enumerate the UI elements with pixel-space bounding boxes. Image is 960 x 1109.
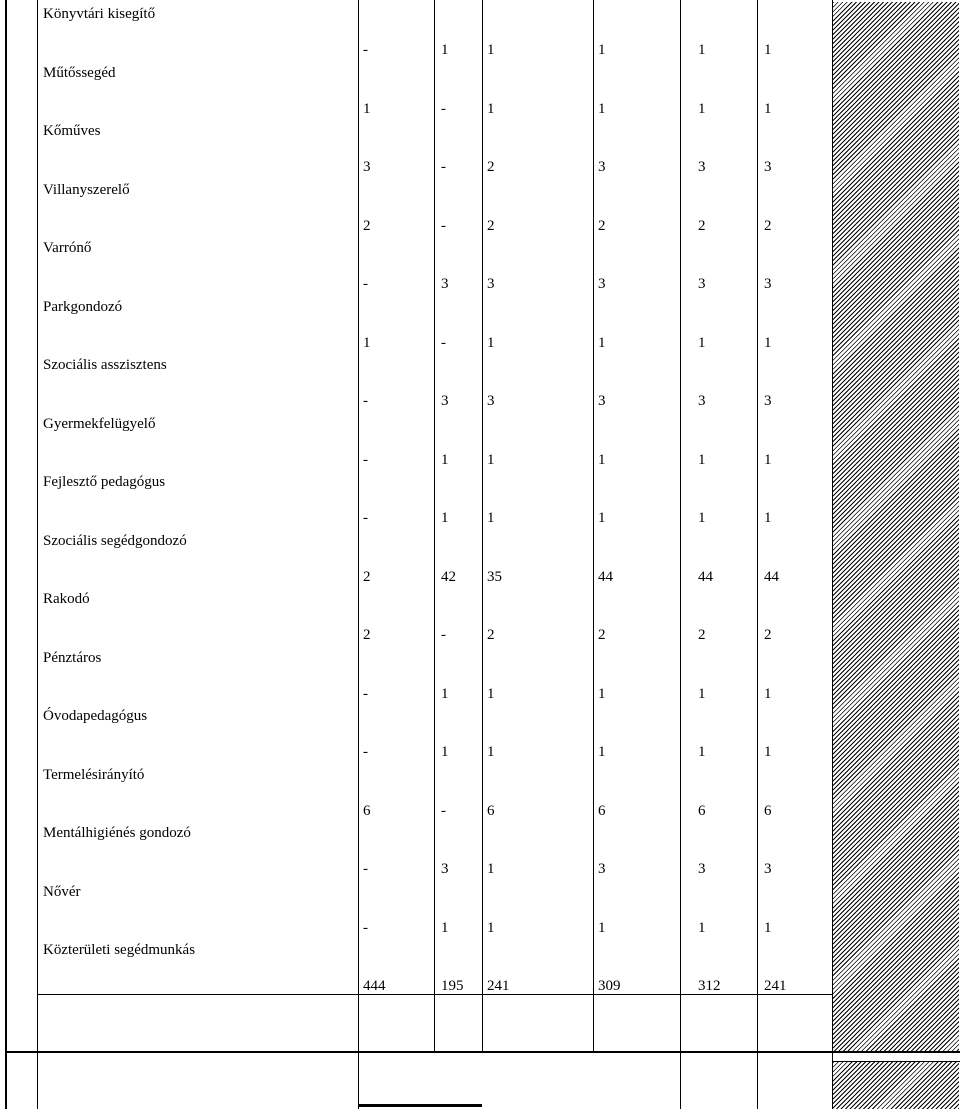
- row-value-col-3: 2: [487, 217, 495, 234]
- row-value-col-1: 2: [363, 568, 371, 585]
- row-label: Óvodapedagógus: [43, 708, 148, 724]
- row-value-col-6: 1: [764, 510, 772, 526]
- row-value-col-6: 1: [764, 919, 772, 936]
- row-value-col-3: 1: [487, 861, 495, 877]
- row-value-col-5: 312: [698, 978, 721, 994]
- row-value-col-1: -: [363, 276, 368, 292]
- row-value-col-6: 2: [764, 627, 772, 643]
- row-value-col-6: 3: [764, 276, 772, 292]
- row-value-col-5: 1: [698, 42, 706, 58]
- row-value-col-3: 1: [487, 42, 495, 58]
- row-value-col-5: 3: [698, 861, 706, 877]
- row-value-col-2: 1: [441, 42, 449, 58]
- row-value-col-5: 3: [698, 393, 706, 409]
- row-value-col-4: 1: [598, 510, 606, 526]
- row-label: Könyvtári kisegítő: [43, 6, 156, 22]
- row-value-col-3: 241: [487, 978, 510, 994]
- table-border-left-inner: [37, 0, 38, 1109]
- row-value-col-2: 1: [441, 451, 449, 468]
- row-label: Szociális segédgondozó: [43, 532, 187, 549]
- row-value-col-1: 444: [363, 978, 386, 994]
- row-label: Nővér: [43, 883, 81, 900]
- row-value-col-3: 3: [487, 393, 495, 409]
- row-value-col-4: 2: [598, 217, 606, 234]
- row-value-col-3: 2: [487, 627, 495, 643]
- column-divider: [757, 0, 758, 1109]
- row-value-col-2: -: [441, 334, 446, 351]
- row-label: Varrónő: [43, 240, 92, 256]
- row-value-col-4: 3: [598, 393, 606, 409]
- row-value-col-1: -: [363, 685, 368, 702]
- row-value-col-1: -: [363, 42, 368, 58]
- row-value-col-4: 44: [598, 568, 613, 585]
- row-value-col-6: 1: [764, 685, 772, 702]
- row-value-col-2: 3: [441, 393, 449, 409]
- row-value-col-5: 44: [698, 568, 713, 585]
- row-value-col-5: 1: [698, 451, 706, 468]
- row-value-col-1: 1: [363, 334, 371, 351]
- row-value-col-3: 35: [487, 568, 502, 585]
- row-value-col-5: 1: [698, 744, 706, 760]
- hatched-cell: [833, 2, 959, 1051]
- column-divider: [593, 0, 594, 1052]
- underline-mark: [358, 1104, 482, 1107]
- row-value-col-2: 3: [441, 861, 449, 877]
- row-value-col-3: 1: [487, 451, 495, 468]
- row-value-col-4: 3: [598, 159, 606, 175]
- row-value-col-3: 3: [487, 276, 495, 292]
- row-value-col-3: 2: [487, 159, 495, 175]
- row-value-col-5: 2: [698, 217, 706, 234]
- row-value-col-1: 2: [363, 217, 371, 234]
- row-label: Gyermekfelügyelő: [43, 415, 156, 432]
- row-value-col-1: -: [363, 744, 368, 760]
- row-value-col-5: 1: [698, 334, 706, 351]
- row-label: Kőműves: [43, 123, 101, 139]
- row-value-col-1: 1: [363, 100, 371, 117]
- table-border-left-outer: [5, 0, 7, 1109]
- row-value-col-1: -: [363, 393, 368, 409]
- row-value-col-2: 1: [441, 685, 449, 702]
- row-label: Közterületi segédmunkás: [43, 942, 196, 958]
- row-value-col-2: -: [441, 217, 446, 234]
- row-label: Fejlesztő pedagógus: [43, 474, 166, 490]
- row-value-col-5: 3: [698, 159, 706, 175]
- row-value-col-1: 2: [363, 627, 371, 643]
- column-divider: [482, 0, 483, 1052]
- row-value-col-5: 1: [698, 919, 706, 936]
- row-value-col-4: 1: [598, 744, 606, 760]
- row-value-col-2: -: [441, 802, 446, 819]
- row-value-col-6: 241: [764, 978, 787, 994]
- row-value-col-3: 1: [487, 919, 495, 936]
- row-value-col-4: 1: [598, 919, 606, 936]
- row-value-col-4: 1: [598, 334, 606, 351]
- row-value-col-5: 6: [698, 802, 706, 819]
- row-value-col-6: 3: [764, 393, 772, 409]
- column-divider: [358, 0, 359, 1109]
- row-value-col-5: 1: [698, 685, 706, 702]
- row-label: Termelésirányító: [43, 766, 145, 783]
- row-value-col-1: 3: [363, 159, 371, 175]
- column-divider: [434, 0, 435, 1052]
- row-label: Szociális asszisztens: [43, 357, 167, 373]
- row-value-col-3: 6: [487, 802, 495, 819]
- row-value-col-3: 1: [487, 510, 495, 526]
- row-value-col-6: 1: [764, 42, 772, 58]
- row-value-col-6: 1: [764, 451, 772, 468]
- row-value-col-4: 3: [598, 861, 606, 877]
- row-value-col-5: 1: [698, 510, 706, 526]
- row-value-col-4: 1: [598, 451, 606, 468]
- row-value-col-4: 1: [598, 42, 606, 58]
- row-value-col-2: 1: [441, 919, 449, 936]
- row-value-col-6: 1: [764, 744, 772, 760]
- row-label: Pénztáros: [43, 649, 102, 666]
- row-value-col-4: 2: [598, 627, 606, 643]
- row-value-col-6: 1: [764, 334, 772, 351]
- row-value-col-6: 44: [764, 568, 779, 585]
- row-label: Parkgondozó: [43, 298, 123, 315]
- row-value-col-2: -: [441, 100, 446, 117]
- row-value-col-4: 6: [598, 802, 606, 819]
- row-value-col-2: 1: [441, 744, 449, 760]
- row-value-col-4: 1: [598, 100, 606, 117]
- row-value-col-3: 1: [487, 744, 495, 760]
- row-value-col-2: 195: [441, 978, 464, 994]
- row-value-col-2: 42: [441, 568, 456, 585]
- row-value-col-6: 6: [764, 802, 772, 819]
- row-value-col-2: 1: [441, 510, 449, 526]
- row-label: Műtőssegéd: [43, 64, 116, 81]
- row-label: Villanyszerelő: [43, 181, 130, 198]
- row-value-col-1: -: [363, 510, 368, 526]
- row-value-col-6: 2: [764, 217, 772, 234]
- row-value-col-4: 1: [598, 685, 606, 702]
- row-divider: [5, 1051, 960, 1053]
- row-value-col-6: 1: [764, 100, 772, 117]
- row-label: Mentálhigiénés gondozó: [43, 825, 191, 841]
- row-value-col-3: 1: [487, 334, 495, 351]
- row-value-col-3: 1: [487, 685, 495, 702]
- row-label: Rakodó: [43, 591, 90, 607]
- hatched-cell: [833, 1062, 959, 1109]
- row-value-col-6: 3: [764, 159, 772, 175]
- row-value-col-1: -: [363, 861, 368, 877]
- row-value-col-6: 3: [764, 861, 772, 877]
- row-value-col-3: 1: [487, 100, 495, 117]
- column-divider: [680, 0, 681, 1109]
- row-value-col-2: 3: [441, 276, 449, 292]
- row-value-col-2: -: [441, 159, 446, 175]
- row-value-col-5: 3: [698, 276, 706, 292]
- row-value-col-4: 309: [598, 978, 621, 994]
- row-value-col-1: -: [363, 451, 368, 468]
- row-value-col-5: 2: [698, 627, 706, 643]
- row-value-col-2: -: [441, 627, 446, 643]
- row-value-col-1: 6: [363, 802, 371, 819]
- row-value-col-5: 1: [698, 100, 706, 117]
- row-value-col-1: -: [363, 919, 368, 936]
- row-value-col-4: 3: [598, 276, 606, 292]
